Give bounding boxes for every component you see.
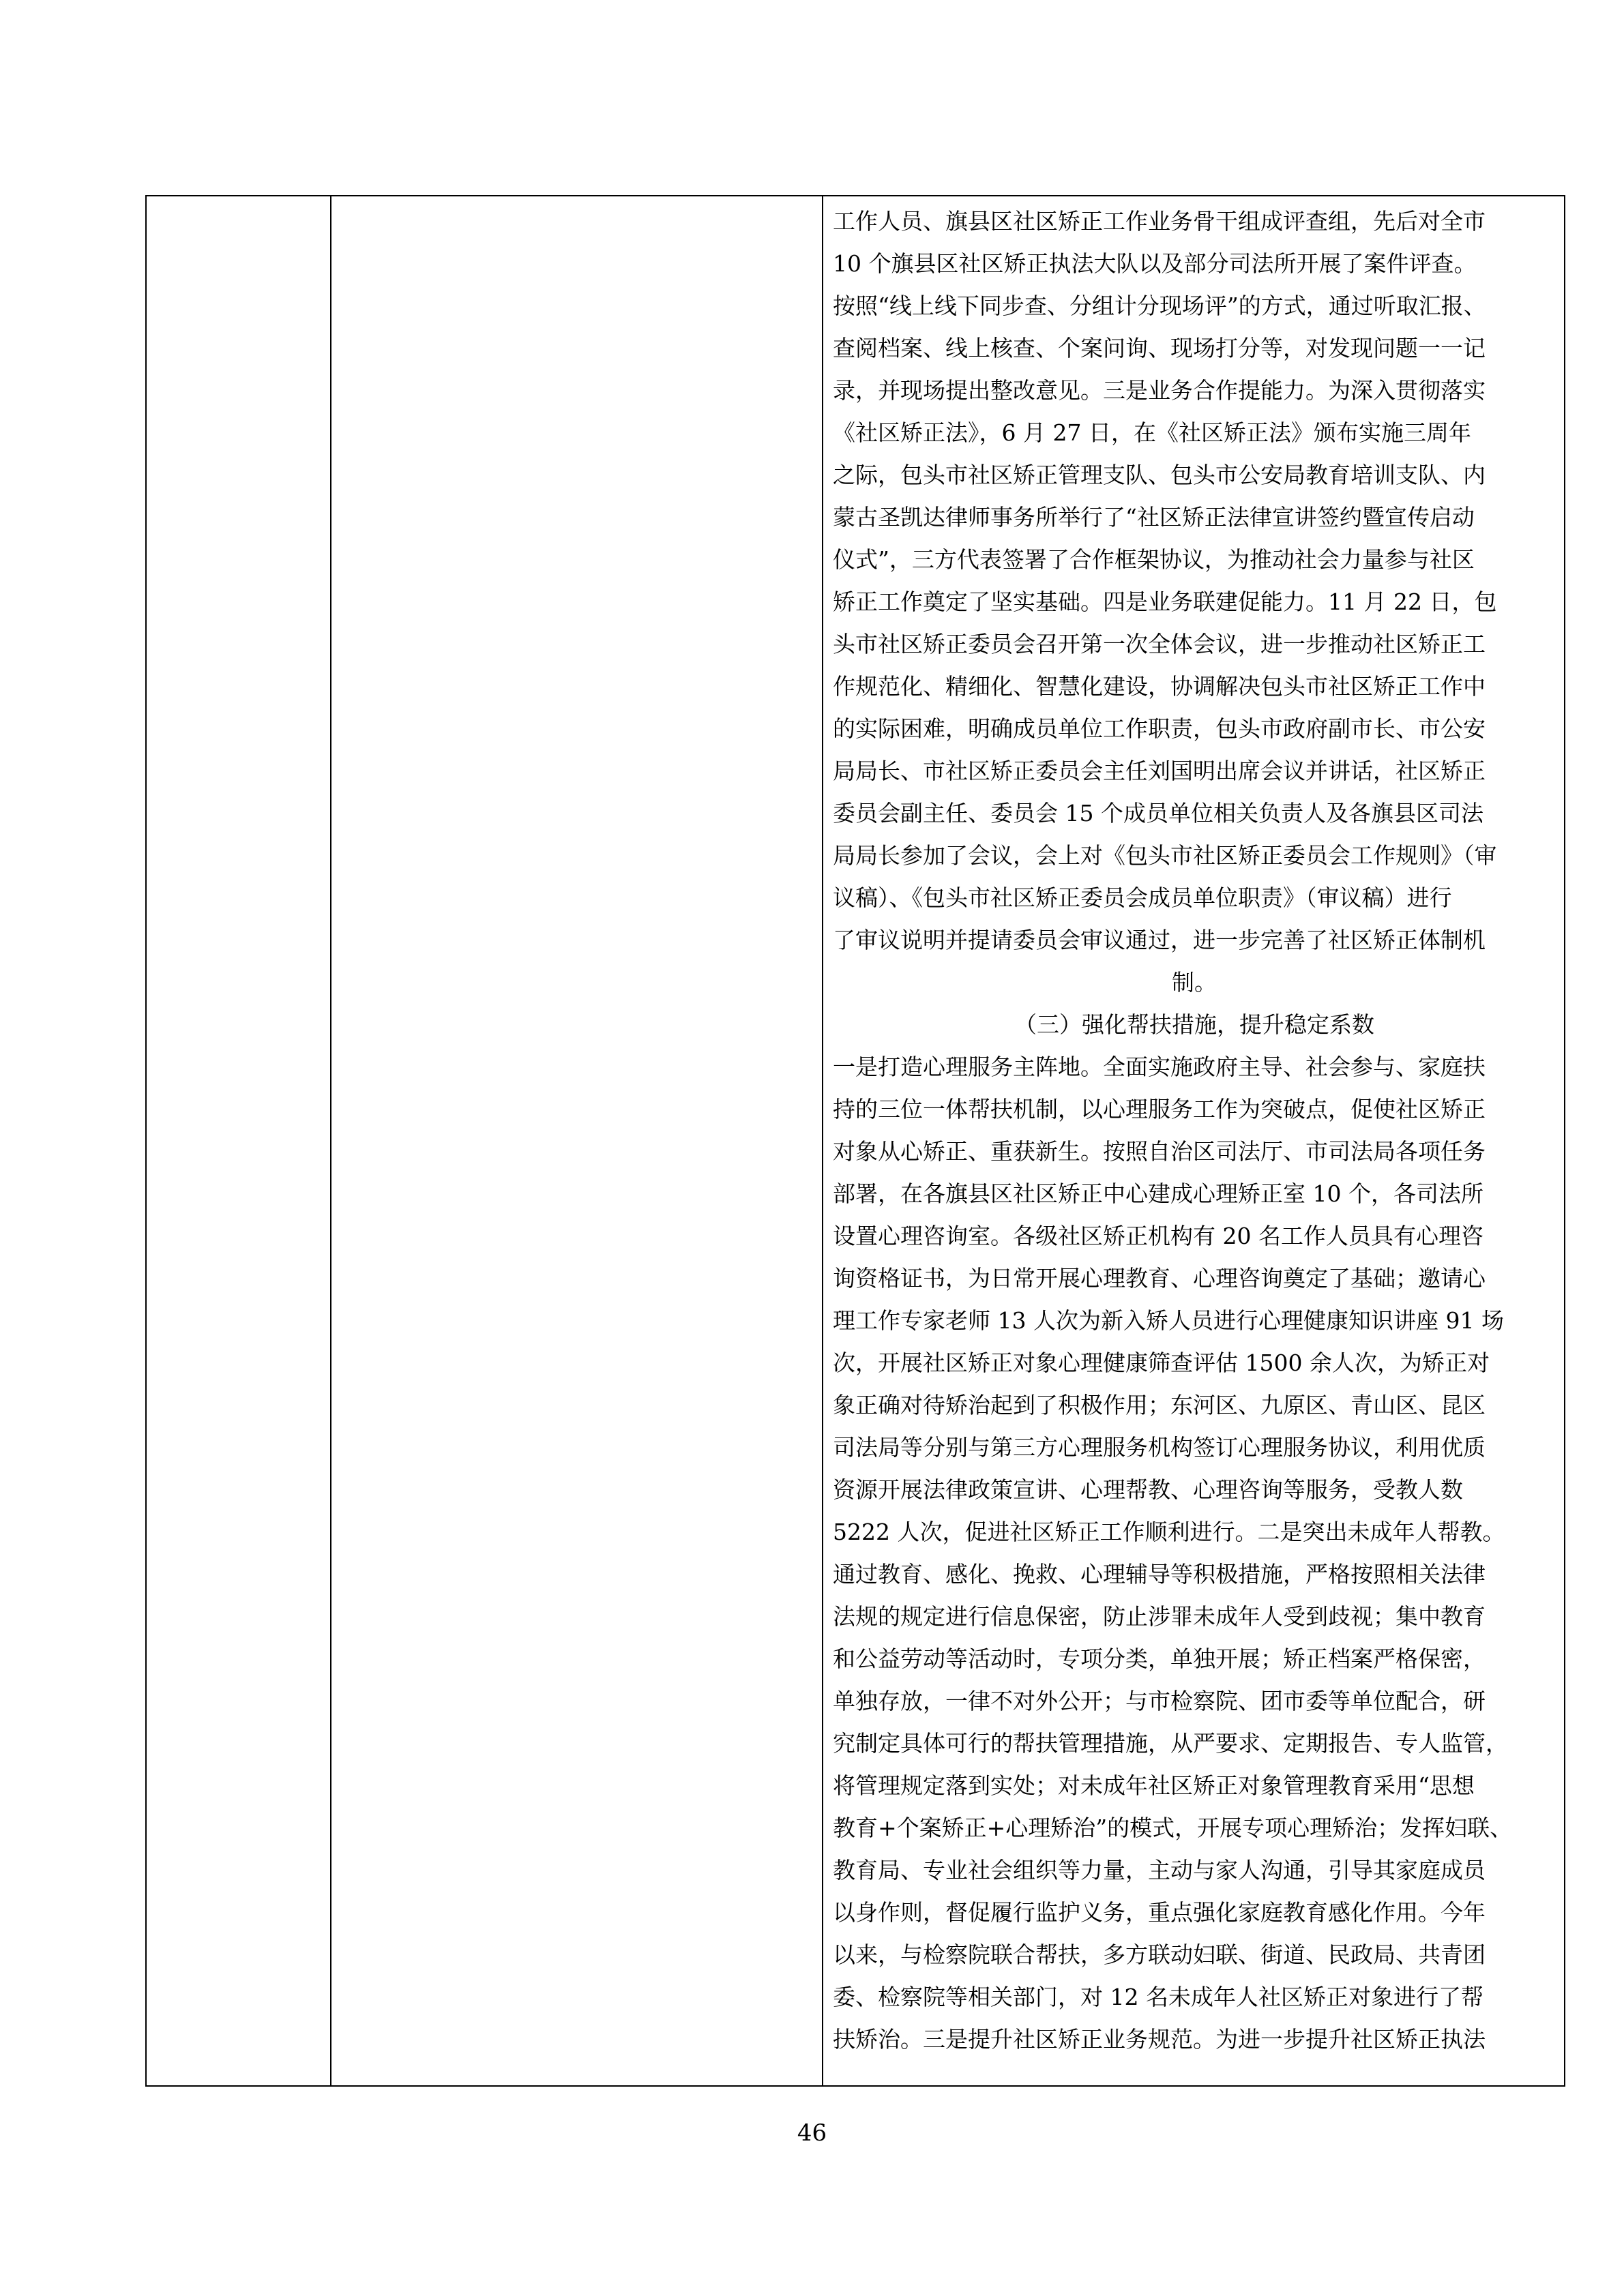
text-line: 和公益劳动等活动时，专项分类，单独开展；矫正档案严格保密， — [833, 1645, 1486, 1672]
text-line: 按照“线上线下同步查、分组计分现场评”的方式，通过听取汇报、 — [833, 293, 1486, 319]
text-line: 工作人员、旗县区社区矫正工作业务骨干组成评查组，先后对全市 — [833, 208, 1486, 235]
text-line: 对象从心矫正、重获新生。按照自治区司法厅、市司法局各项任务 — [833, 1138, 1486, 1165]
text-line: 制。 — [1172, 969, 1217, 996]
text-line: 以身作则，督促履行监护义务，重点强化家庭教育感化作用。今年 — [833, 1899, 1486, 1926]
text-line: 录，并现场提出整改意见。三是业务合作提能力。为深入贯彻落实 — [833, 377, 1486, 404]
text-line: 头市社区矫正委员会召开第一次全体会议，进一步推动社区矫正工 — [833, 631, 1486, 657]
text-line: 持的三位一体帮扶机制，以心理服务工作为突破点，促使社区矫正 — [833, 1096, 1486, 1122]
text-line: 究制定具体可行的帮扶管理措施，从严要求、定期报告、专人监管， — [833, 1730, 1508, 1757]
page-number: 46 — [797, 2119, 827, 2147]
text-line: 作规范化、精细化、智慧化建设，协调解决包头市社区矫正工作中 — [833, 673, 1486, 700]
section-heading: （三）强化帮扶措施，提升稳定系数 — [1014, 1011, 1374, 1038]
text-line: 委、检察院等相关部门，对 12 名未成年人社区矫正对象进行了帮 — [833, 1984, 1483, 2010]
text-line: 资源开展法律政策宣讲、心理帮教、心理咨询等服务，受教人数 — [833, 1476, 1463, 1503]
text-line: 查阅档案、线上核查、个案问询、现场打分等，对发现问题一一记 — [833, 335, 1486, 361]
text-line: 之际，包头市社区矫正管理支队、包头市公安局教育培训支队、内 — [833, 462, 1486, 488]
table-column-1 — [147, 196, 331, 2085]
text-line: 议稿）、《包头市社区矫正委员会成员单位职责》（审议稿）进行 — [833, 884, 1452, 911]
text-line: 扶矫治。三是提升社区矫正业务规范。为进一步提升社区矫正执法 — [833, 2026, 1486, 2053]
text-line: 以来，与检察院联合帮扶，多方联动妇联、街道、民政局、共青团 — [833, 1941, 1486, 1968]
text-line: 次，开展社区矫正对象心理健康筛查评估 1500 余人次，为矫正对 — [833, 1350, 1490, 1376]
text-line: 设置心理咨询室。各级社区矫正机构有 20 名工作人员具有心理咨 — [833, 1223, 1483, 1249]
text-line: 矫正工作奠定了坚实基础。四是业务联建促能力。11 月 22 日，包 — [833, 588, 1497, 615]
text-line: 单独存放，一律不对外公开；与市检察院、团市委等单位配合，研 — [833, 1688, 1486, 1714]
text-line: 教育+个案矫正+心理矫治”的模式，开展专项心理矫治；发挥妇联、 — [833, 1815, 1513, 1841]
text-line: 委员会副主任、委员会 15 个成员单位相关负责人及各旗县区司法 — [833, 800, 1483, 826]
text-line: 象正确对待矫治起到了积极作用；东河区、九原区、青山区、昆区 — [833, 1392, 1486, 1418]
text-line: 的实际困难，明确成员单位工作职责，包头市政府副市长、市公安 — [833, 715, 1486, 742]
text-line: 教育局、专业社会组织等力量，主动与家人沟通，引导其家庭成员 — [833, 1857, 1486, 1883]
text-line: 了审议说明并提请委员会审议通过，进一步完善了社区矫正体制机 — [833, 927, 1486, 953]
text-line: 询资格证书，为日常开展心理教育、心理咨询奠定了基础；邀请心 — [833, 1265, 1486, 1292]
document-table — [145, 195, 1565, 2087]
text-line: 通过教育、感化、挽救、心理辅导等积极措施，严格按照相关法律 — [833, 1561, 1486, 1587]
text-line: 司法局等分别与第三方心理服务机构签订心理服务协议，利用优质 — [833, 1434, 1486, 1461]
text-line: 5222 人次，促进社区矫正工作顺利进行。二是突出未成年人帮教。 — [833, 1519, 1505, 1545]
table-column-3-text — [823, 196, 1564, 2085]
text-line: 一是打造心理服务主阵地。全面实施政府主导、社会参与、家庭扶 — [833, 1054, 1486, 1080]
text-line: 仪式”，三方代表签署了合作框架协议，为推动社会力量参与社区 — [833, 546, 1475, 573]
table-column-2 — [331, 196, 823, 2085]
text-line: 10 个旗县区社区矫正执法大队以及部分司法所开展了案件评查。 — [833, 250, 1477, 277]
text-line: 蒙古圣凯达律师事务所举行了“社区矫正法律宣讲签约暨宣传启动 — [833, 504, 1475, 531]
text-line: 法规的规定进行信息保密，防止涉罪未成年人受到歧视；集中教育 — [833, 1603, 1486, 1630]
text-line: 局局长、市社区矫正委员会主任刘国明出席会议并讲话，社区矫正 — [833, 758, 1486, 784]
text-line: 将管理规定落到实处；对未成年社区矫正对象管理教育采用“思想 — [833, 1772, 1475, 1799]
text-line: 部署，在各旗县区社区矫正中心建成心理矫正室 10 个，各司法所 — [833, 1180, 1483, 1207]
text-line: 《社区矫正法》，6 月 27 日，在《社区矫正法》颁布实施三周年 — [833, 419, 1471, 446]
text-line: 理工作专家老师 13 人次为新入矫人员进行心理健康知识讲座 91 场 — [833, 1307, 1504, 1334]
text-line: 局局长参加了会议，会上对《包头市社区矫正委员会工作规则》（审 — [833, 842, 1497, 869]
